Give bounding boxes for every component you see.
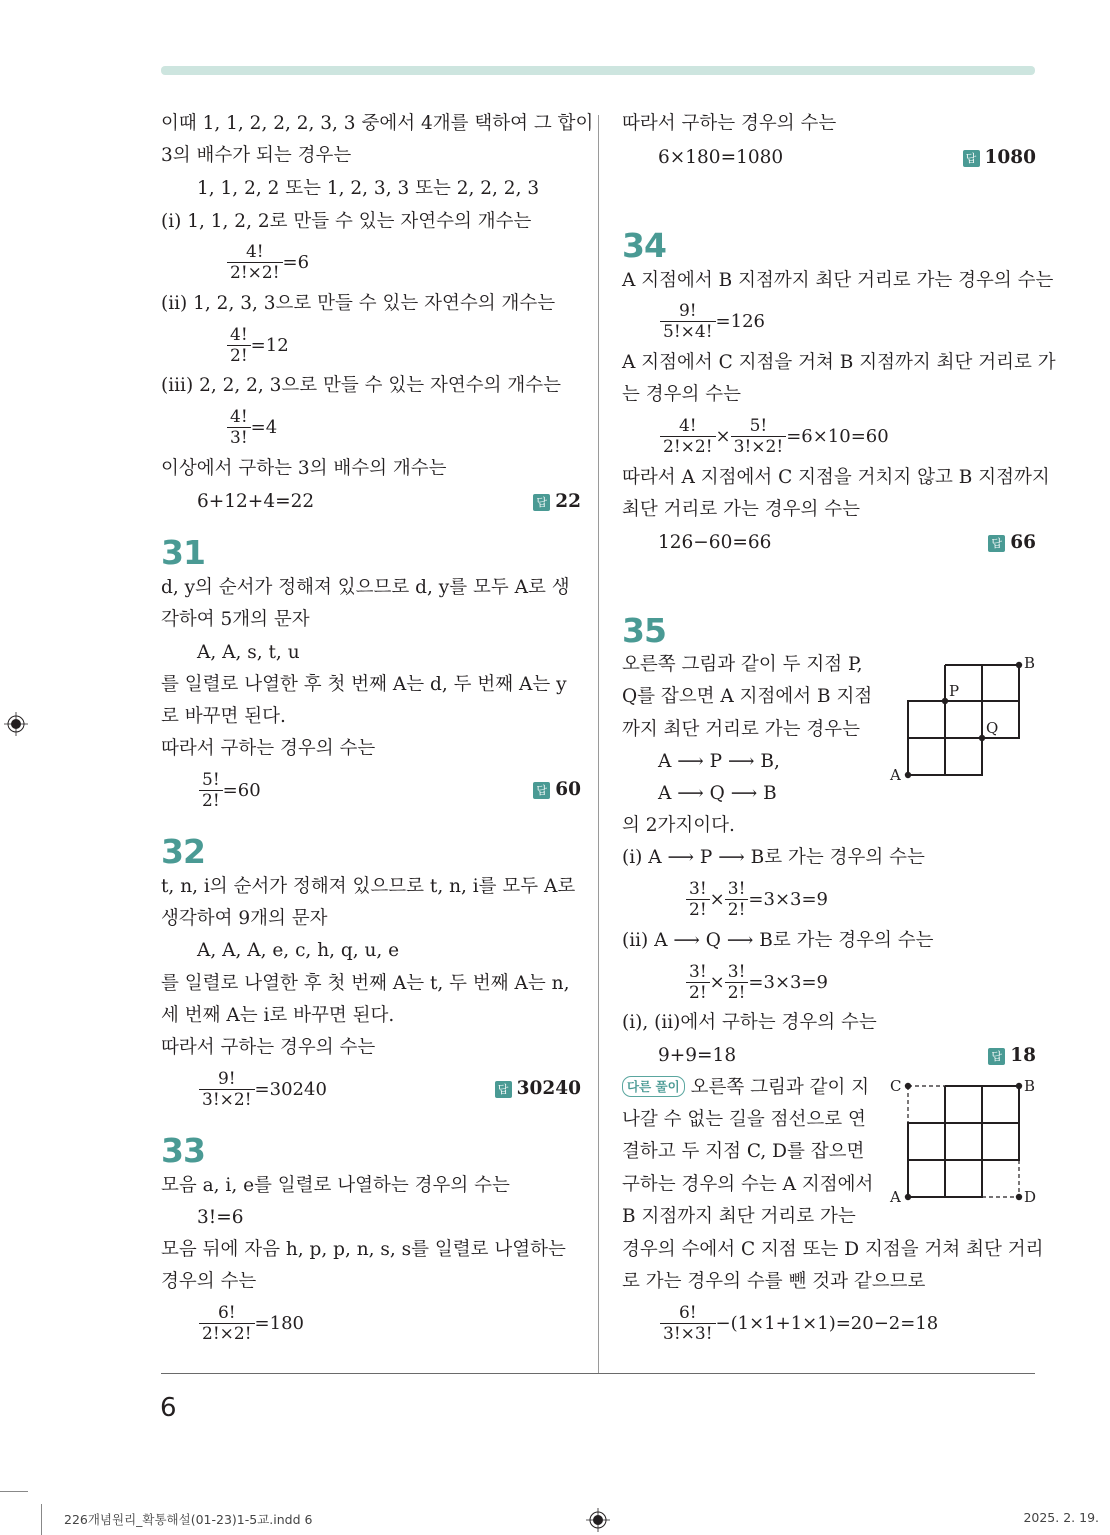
fraction: $\frac{3!}{2!}$ bbox=[725, 962, 749, 1003]
answer: 답 18 bbox=[988, 1040, 1036, 1072]
math-expression: $\frac{4!}{2!\times 2!}$ × $\frac{5!}{3!\times 2!}$ =6×10=60 bbox=[660, 416, 889, 457]
fraction: $\frac{4!}{3!}$ bbox=[227, 407, 251, 448]
text-line: (i) 1, 1, 2, 2로 만들 수 있는 자연수의 개수는 bbox=[161, 211, 532, 232]
page-number: 6 bbox=[160, 1393, 177, 1423]
text-line: 따라서 구하는 경우의 수는 bbox=[622, 113, 837, 134]
math-expression: $\frac{4!}{2!\times 2!}$ =6 bbox=[227, 242, 309, 283]
point-label: B bbox=[1024, 654, 1036, 672]
text-line: A 지점에서 B 지점까지 최단 거리로 가는 경우의 수는 bbox=[622, 270, 1054, 291]
text-line: 결하고 두 지점 C, D를 잡으면 bbox=[622, 1141, 865, 1162]
question-number: 31 bbox=[161, 533, 205, 572]
footer-date: 2025. 2. 19. bbox=[1023, 1510, 1099, 1525]
question-number: 34 bbox=[622, 226, 666, 265]
registration-mark-icon bbox=[4, 712, 28, 736]
question-number: 33 bbox=[161, 1131, 205, 1170]
math-expression: $\frac{6!}{2!\times 2!}$ =180 bbox=[199, 1303, 304, 1344]
answer: 답 60 bbox=[533, 774, 581, 806]
fraction: $\frac{3!}{2!}$ bbox=[725, 879, 749, 920]
text-line: A ⟶ P ⟶ B, bbox=[658, 751, 780, 772]
answer: 답 30240 bbox=[495, 1073, 581, 1105]
text-line: A ⟶ Q ⟶ B bbox=[658, 783, 777, 804]
footer-divider bbox=[161, 1373, 1035, 1374]
text-line: 6+12+4=22 bbox=[197, 491, 315, 512]
text-line: 경우의 수에서 C 지점 또는 D 지점을 거쳐 최단 거리 bbox=[622, 1239, 1044, 1260]
text-line: 로 가는 경우의 수를 뺀 것과 같으므로 bbox=[622, 1271, 926, 1292]
fraction: $\frac{3!}{2!}$ bbox=[686, 962, 710, 1003]
text-line: 다른 풀이 오른쪽 그림과 같이 지 bbox=[622, 1072, 869, 1104]
fraction: $\frac{9!}{5!\times 4!}$ bbox=[660, 301, 716, 342]
fraction: $\frac{6!}{3!\times 3!}$ bbox=[660, 1303, 716, 1344]
math-expression: $\frac{4!}{2!}$ =12 bbox=[227, 325, 289, 366]
text-line: 각하여 5개의 문자 bbox=[161, 609, 310, 630]
point-label: B bbox=[1024, 1077, 1036, 1095]
fraction: $\frac{3!}{2!}$ bbox=[686, 879, 710, 920]
text-line: 이때 1, 1, 2, 2, 2, 3, 3 중에서 4개를 택하여 그 합이 bbox=[161, 113, 594, 134]
text-line: 를 일렬로 나열한 후 첫 번째 A는 t, 두 번째 A는 n, bbox=[161, 973, 570, 994]
math-expression: $\frac{5!}{2!}$ =60 bbox=[199, 770, 261, 811]
math-expression: $\frac{3!}{2!}$ × $\frac{3!}{2!}$ =3×3=9 bbox=[686, 879, 828, 920]
text-line: 모음 뒤에 자음 h, p, p, n, s, s를 일렬로 나열하는 bbox=[161, 1239, 566, 1260]
math-expression: $\frac{4!}{3!}$ =4 bbox=[227, 407, 277, 448]
math-expression: $\frac{6!}{3!\times 3!}$ −(1×1+1×1)=20−2=18 bbox=[660, 1303, 938, 1344]
question-number: 35 bbox=[622, 611, 666, 650]
text-line: 까지 최단 거리로 가는 경우는 bbox=[622, 719, 860, 740]
answer-label-icon: 답 bbox=[495, 1081, 512, 1098]
answer: 답 66 bbox=[988, 527, 1036, 559]
point-label: P bbox=[949, 682, 960, 700]
text-line: 나갈 수 없는 길을 점선으로 연 bbox=[622, 1109, 866, 1130]
point-label: A bbox=[890, 1188, 901, 1206]
fraction: $\frac{5!}{2!}$ bbox=[199, 770, 223, 811]
point-label: Q bbox=[986, 719, 999, 737]
answer-label-icon: 답 bbox=[988, 1048, 1005, 1065]
text-line: 오른쪽 그림과 같이 두 지점 P, bbox=[622, 654, 863, 675]
question-number: 32 bbox=[161, 832, 205, 871]
text-line: 로 바꾸면 된다. bbox=[161, 706, 286, 727]
text-line: 이상에서 구하는 3의 배수의 개수는 bbox=[161, 458, 447, 479]
registration-mark-icon bbox=[586, 1508, 610, 1532]
text-line: Q를 잡으면 A 지점에서 B 지점 bbox=[622, 686, 873, 707]
fraction: $\frac{5!}{3!\times 2!}$ bbox=[731, 416, 787, 457]
math-expression: $\frac{9!}{3!\times 2!}$ =30240 bbox=[199, 1069, 327, 1110]
text-line: B 지점까지 최단 거리로 가는 bbox=[622, 1206, 856, 1227]
text-line: 를 일렬로 나열한 후 첫 번째 A는 d, 두 번째 A는 y bbox=[161, 674, 567, 695]
text-line: t, n, i의 순서가 정해져 있으므로 t, n, i를 모두 A로 bbox=[161, 876, 576, 897]
text-line: 최단 거리로 가는 경우의 수는 bbox=[622, 499, 860, 520]
text-line: 는 경우의 수는 bbox=[622, 384, 741, 405]
answer-label-icon: 답 bbox=[533, 494, 550, 511]
text-line: d, y의 순서가 정해져 있으므로 d, y를 모두 A로 생 bbox=[161, 577, 570, 598]
crop-mark bbox=[0, 1491, 28, 1492]
answer: 답 1080 bbox=[963, 142, 1037, 174]
text-line: A, A, A, e, c, h, q, u, e bbox=[197, 940, 400, 961]
fraction: $\frac{9!}{3!\times 2!}$ bbox=[199, 1069, 255, 1110]
text-line: 3!=6 bbox=[197, 1207, 244, 1228]
footer-filename: 226개념원리_확통해설(01-23)1-5교.indd 6 bbox=[64, 1512, 313, 1527]
text-line: 1, 1, 2, 2 또는 1, 2, 3, 3 또는 2, 2, 2, 3 bbox=[197, 178, 540, 199]
text-line: 모음 a, i, e를 일렬로 나열하는 경우의 수는 bbox=[161, 1175, 510, 1196]
text-line: 세 번째 A는 i로 바꾸면 된다. bbox=[161, 1005, 395, 1026]
text-line: 경우의 수는 bbox=[161, 1271, 257, 1292]
text-line: A 지점에서 C 지점을 거쳐 B 지점까지 최단 거리로 가 bbox=[622, 352, 1056, 373]
text-line: 126−60=66 bbox=[658, 532, 772, 553]
answer-label-icon: 답 bbox=[963, 150, 980, 167]
text-line: (i) A ⟶ P ⟶ B로 가는 경우의 수는 bbox=[622, 847, 925, 868]
text-line: (i), (ii)에서 구하는 경우의 수는 bbox=[622, 1012, 877, 1033]
header-accent-bar bbox=[161, 66, 1035, 75]
text-line: 의 2가지이다. bbox=[622, 815, 735, 836]
text-line: (ii) 1, 2, 3, 3으로 만들 수 있는 자연수의 개수는 bbox=[161, 293, 556, 314]
point-label: A bbox=[890, 766, 901, 784]
answer-label-icon: 답 bbox=[988, 535, 1005, 552]
point-label: C bbox=[890, 1077, 902, 1095]
text-line: 따라서 A 지점에서 C 지점을 거치지 않고 B 지점까지 bbox=[622, 467, 1050, 488]
alternative-solution-badge: 다른 풀이 bbox=[622, 1076, 685, 1097]
text-line: 9+9=18 bbox=[658, 1045, 737, 1066]
fraction: $\frac{4!}{2!}$ bbox=[227, 325, 251, 366]
text-line: 구하는 경우의 수는 A 지점에서 bbox=[622, 1174, 874, 1195]
grid-path-diagram-alt bbox=[885, 1075, 1045, 1210]
math-expression: $\frac{3!}{2!}$ × $\frac{3!}{2!}$ =3×3=9 bbox=[686, 962, 828, 1003]
text-line: 3의 배수가 되는 경우는 bbox=[161, 145, 352, 166]
text-line: 6×180=1080 bbox=[658, 147, 784, 168]
fraction: $\frac{6!}{2!\times 2!}$ bbox=[199, 1303, 255, 1344]
fraction: $\frac{4!}{2!\times 2!}$ bbox=[227, 242, 283, 283]
math-expression: $\frac{9!}{5!\times 4!}$ =126 bbox=[660, 301, 765, 342]
answer-label-icon: 답 bbox=[533, 782, 550, 799]
text-line: (ii) A ⟶ Q ⟶ B로 가는 경우의 수는 bbox=[622, 930, 934, 951]
fraction: $\frac{4!}{2!\times 2!}$ bbox=[660, 416, 716, 457]
crop-mark bbox=[41, 1504, 42, 1535]
text-line: (iii) 2, 2, 2, 3으로 만들 수 있는 자연수의 개수는 bbox=[161, 375, 562, 396]
point-label: D bbox=[1024, 1188, 1037, 1206]
column-divider bbox=[598, 115, 599, 1373]
text-line: 생각하여 9개의 문자 bbox=[161, 908, 328, 929]
answer: 답 22 bbox=[533, 486, 581, 518]
text-line: 따라서 구하는 경우의 수는 bbox=[161, 1037, 376, 1058]
text-line: 따라서 구하는 경우의 수는 bbox=[161, 738, 376, 759]
text-line: A, A, s, t, u bbox=[197, 642, 300, 663]
grid-path-diagram bbox=[885, 650, 1045, 785]
